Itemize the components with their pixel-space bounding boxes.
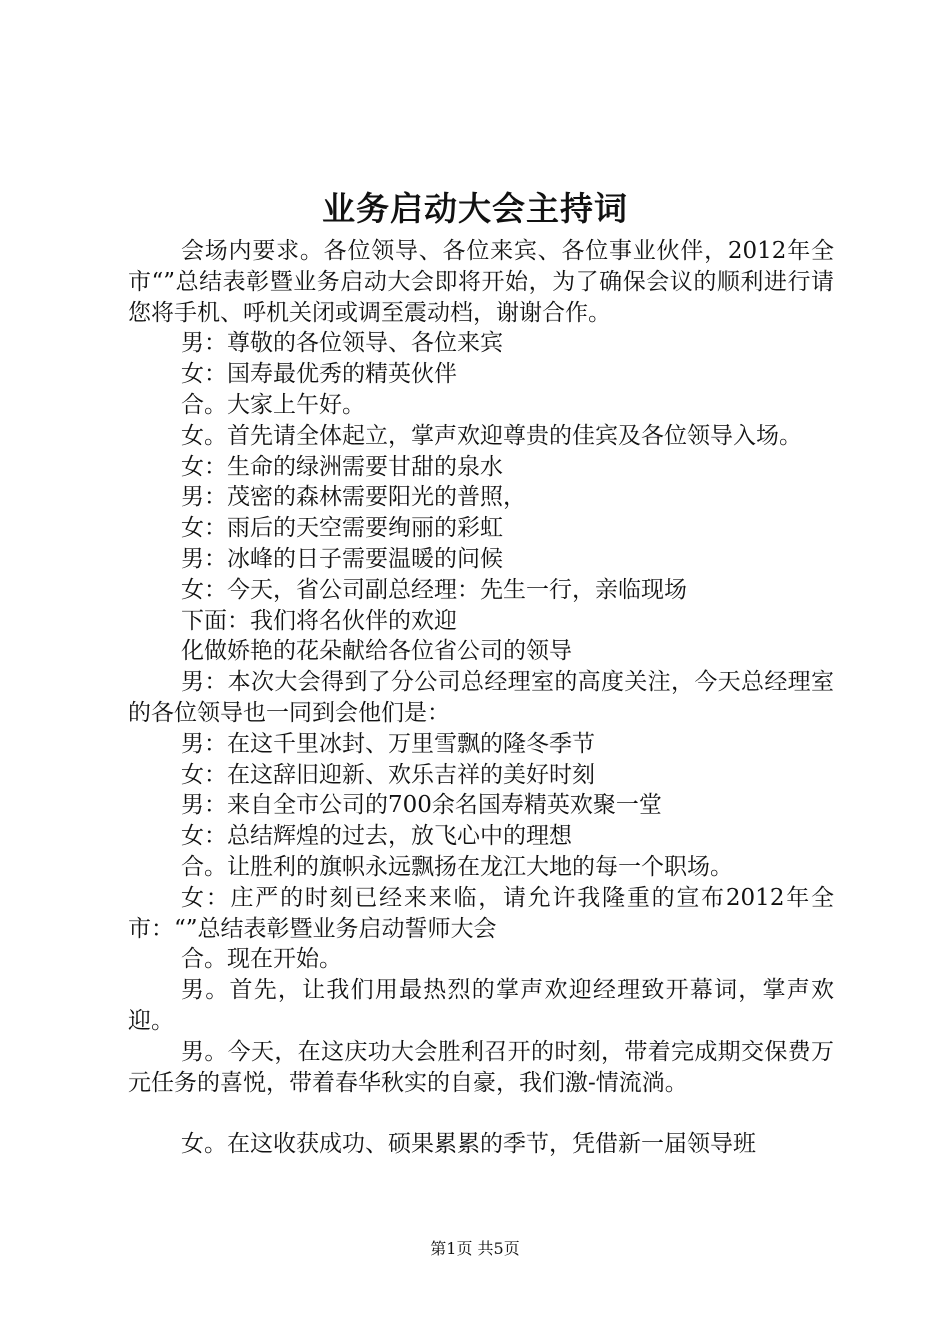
paragraph: 女。在这收获成功、硕果累累的季节，凭借新一届领导班 <box>181 1131 756 1158</box>
paragraph: 女：国寿最优秀的精英伙伴 <box>181 361 457 388</box>
paragraph: 男：来自全市公司的700余名国寿精英欢聚一堂 <box>181 792 662 819</box>
paragraph: 女：今天，省公司副总经理：先生一行，亲临现场 <box>181 576 687 603</box>
paragraph: 女：生命的绿洲需要甘甜的泉水 <box>181 453 503 480</box>
paragraph: 合。让胜利的旗帜永远飘扬在龙江大地的每一个职场。 <box>181 853 733 880</box>
paragraph: 男：茂密的森林需要阳光的普照， <box>181 484 526 511</box>
paragraph: 会场内要求。各位领导、各位来宾、各位事业伙伴，2012年全市“”总结表彰暨业务启动大会即将开始，为了确保会议的顺利进行请您将手机、呼机关闭或调至震动档，谢谢合作。 <box>128 238 834 326</box>
paragraph: 女：总结辉煌的过去，放飞心中的理想 <box>181 823 572 850</box>
paragraph: 男。首先，让我们用最热烈的掌声欢迎经理致开幕词，掌声欢迎。 <box>128 977 834 1034</box>
paragraph-gap <box>128 1098 834 1129</box>
document-title: 业务启动大会主持词 <box>322 189 628 228</box>
paragraph: 男：在这千里冰封、万里雪飘的隆冬季节 <box>181 730 595 757</box>
paragraph: 合。大家上午好。 <box>181 391 365 418</box>
paragraph: 女：在这辞旧迎新、欢乐吉祥的美好时刻 <box>181 761 595 788</box>
paragraph: 女：庄严的时刻已经来来临，请允许我隆重的宣布2012年全市：“”总结表彰暨业务启动誓师大会 <box>128 884 834 942</box>
paragraph: 女。首先请全体起立，掌声欢迎尊贵的佳宾及各位领导入场。 <box>181 422 802 449</box>
paragraph: 女：雨后的天空需要绚丽的彩虹 <box>181 515 503 542</box>
paragraph: 男：本次大会得到了分公司总经理室的高度关注，今天总经理室的各位领导也一同到会他们是： <box>128 669 834 726</box>
page-footer: 第1页 共5页 <box>430 1239 520 1258</box>
document-body <box>128 236 834 1160</box>
paragraph: 男。今天，在这庆功大会胜利召开的时刻，带着完成期交保费万元任务的喜悦，带着春华秋实的自豪，我们激-情流淌。 <box>128 1038 834 1096</box>
paragraph: 化做娇艳的花朵献给各位省公司的领导 <box>181 638 572 665</box>
paragraph: 男：冰峰的日子需要温暖的问候 <box>181 545 503 572</box>
paragraph: 合。现在开始。 <box>181 946 342 973</box>
paragraph: 下面：我们将名伙伴的欢迎 <box>181 607 457 634</box>
paragraph: 男：尊敬的各位领导、各位来宾 <box>181 330 503 357</box>
